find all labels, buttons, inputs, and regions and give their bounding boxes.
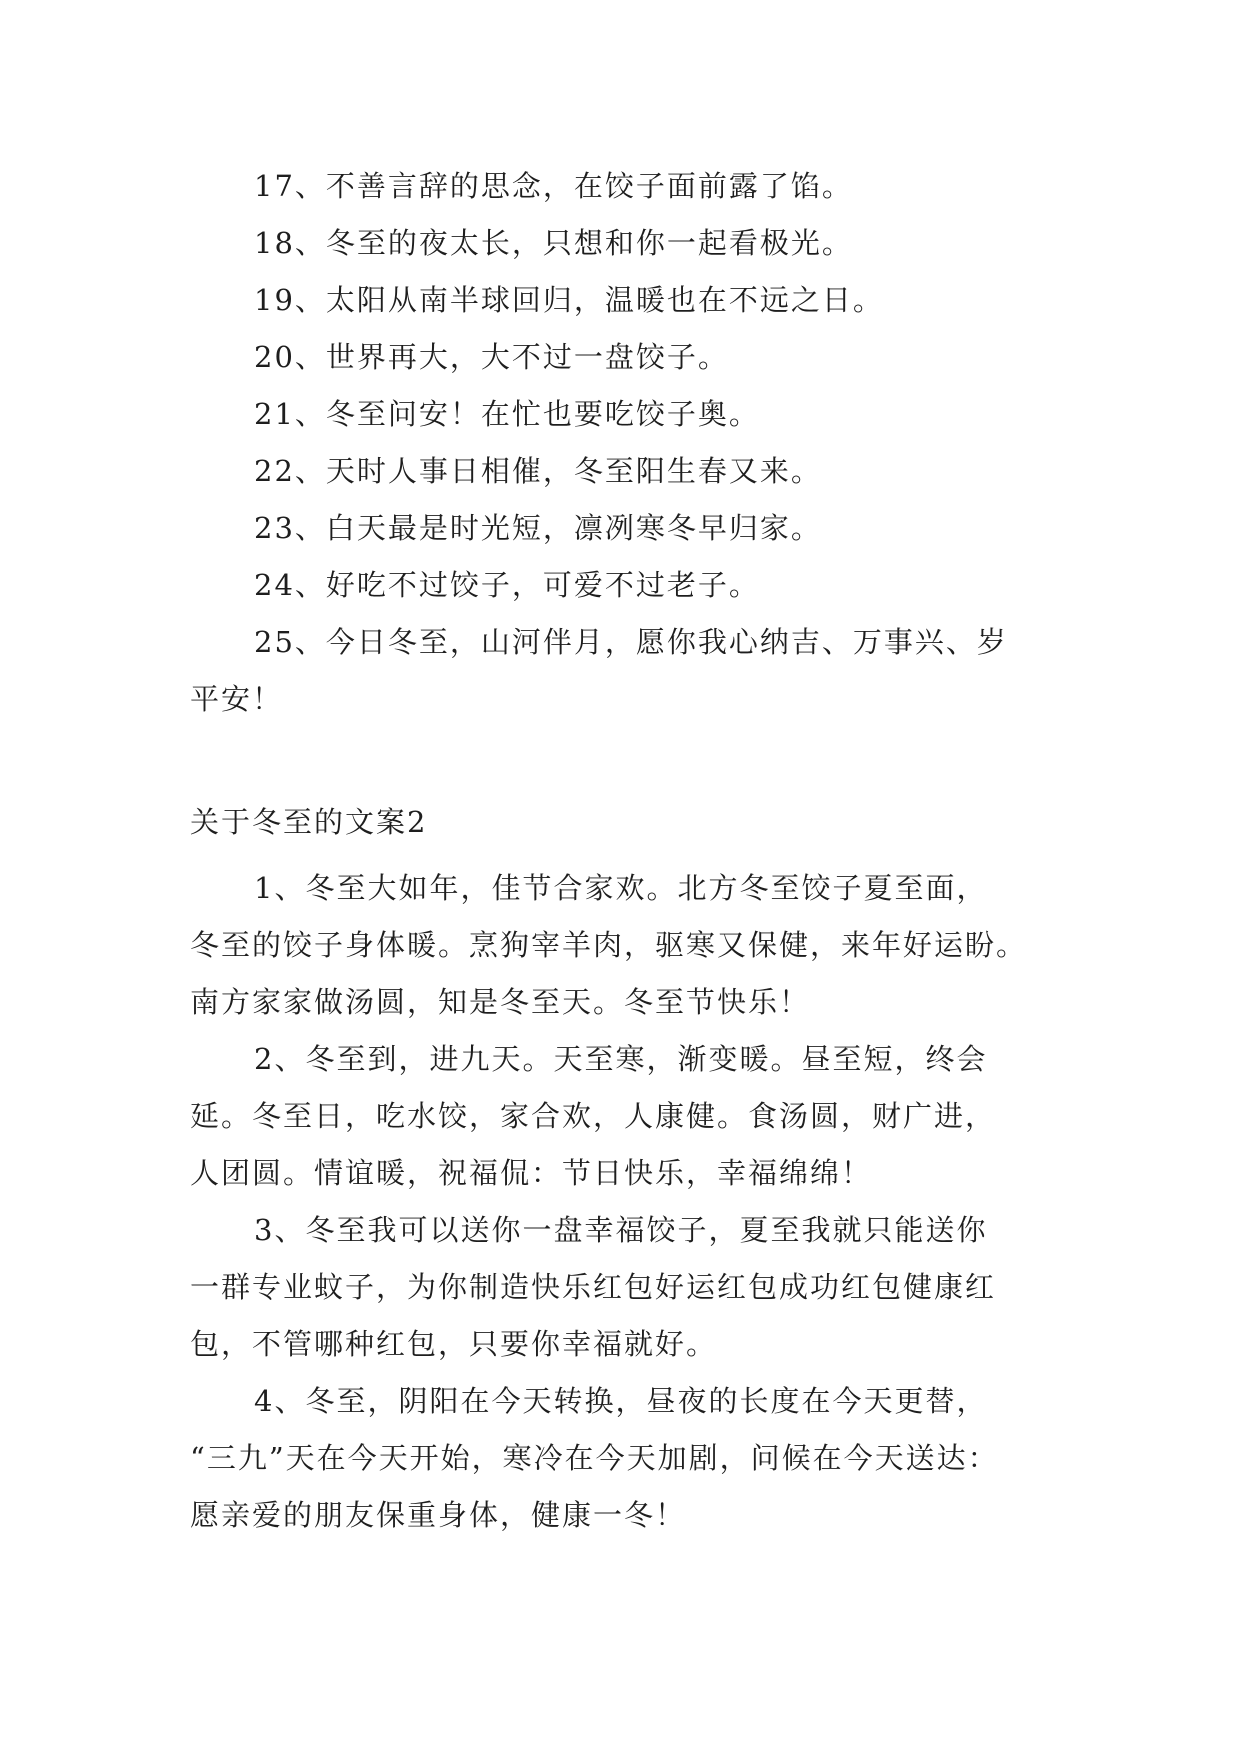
- section-heading: 关于冬至的文案2: [190, 805, 428, 839]
- paragraph-1: [190, 860, 1070, 1031]
- paragraph-line: 4、冬至，阴阳在今天转换，昼夜的长度在今天更替，: [254, 1384, 988, 1418]
- list-item-21: 21、冬至问安！在忙也要吃饺子奥。: [254, 397, 760, 431]
- greeting-paragraphs: [190, 860, 1070, 1544]
- list-item-17: 17、不善言辞的思念，在饺子面前露了馅。: [254, 169, 853, 203]
- paragraph-line: 延。冬至日，吃水饺，家合欢，人康健。食汤圆，财广进，: [190, 1099, 997, 1133]
- paragraph-line: “三九”天在今天开始，寒冷在今天加剧，问候在今天送达：: [190, 1441, 999, 1475]
- list-item-24: 24、好吃不过饺子，可爱不过老子。: [254, 568, 760, 602]
- list-item-20: 20、世界再大，大不过一盘饺子。: [254, 340, 729, 374]
- list-item-23: 23、白天最是时光短，凛冽寒冬早归家。: [254, 511, 822, 545]
- list-item-25-line-1: 25、今日冬至，山河伴月，愿你我心纳吉、万事兴、岁: [254, 625, 1008, 659]
- paragraph-line: 包，不管哪种红包，只要你幸福就好。: [190, 1327, 718, 1361]
- list-item-25: [190, 614, 1070, 728]
- list-item-22: 22、天时人事日相催，冬至阳生春又来。: [254, 454, 822, 488]
- paragraph-line: 3、冬至我可以送你一盘幸福饺子，夏至我就只能送你: [254, 1213, 988, 1247]
- list-item-19: 19、太阳从南半球回归，温暖也在不远之日。: [254, 283, 884, 317]
- paragraph-line: 南方家家做汤圆，知是冬至天。冬至节快乐！: [190, 985, 811, 1019]
- paragraph-3: [190, 1202, 1070, 1373]
- paragraph-line: 人团圆。情谊暖，祝福侃：节日快乐，幸福绵绵！: [190, 1156, 873, 1190]
- paragraph-line: 愿亲爱的朋友保重身体，健康一冬！: [190, 1498, 687, 1532]
- paragraph-line: 2、冬至到，进九天。天至寒，渐变暖。昼至短，终会: [254, 1042, 988, 1076]
- paragraph-2: [190, 1031, 1070, 1202]
- paragraph-line: 1、冬至大如年，佳节合家欢。北方冬至饺子夏至面，: [254, 871, 988, 905]
- greeting-list-continued: [190, 158, 1070, 728]
- list-item-18: 18、冬至的夜太长，只想和你一起看极光。: [254, 226, 853, 260]
- list-item-25-line-2: 平安！: [190, 682, 284, 716]
- paragraph-line: 一群专业蚊子，为你制造快乐红包好运红包成功红包健康红: [190, 1270, 997, 1304]
- paragraph-line: 冬至的饺子身体暖。烹狗宰羊肉，驱寒又保健，来年好运盼。: [190, 928, 1028, 962]
- paragraph-4: [190, 1373, 1070, 1544]
